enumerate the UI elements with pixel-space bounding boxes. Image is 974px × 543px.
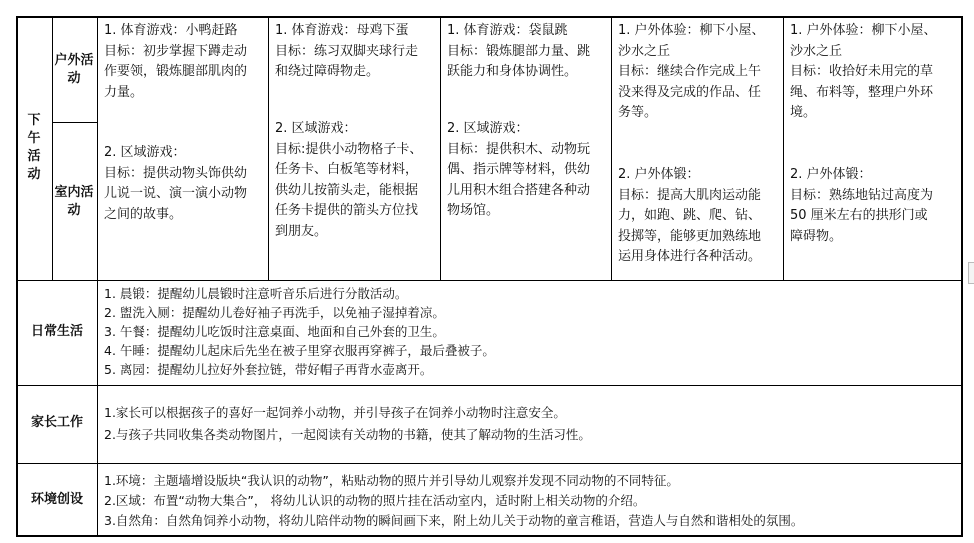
day2-indoor: 2. 区域游戏： 目标:提供小动物格子卡、 任务卡、白板笔等材料， 供幼儿按箭头走，能根据 任务卡提供的箭头方位找 到朋友。 [275,121,423,239]
day1-outdoor: 1. 体育游戏：小鸭赶路 目标：初步掌握下蹲走动 作要领，锻炼腿部肌肉的 力量。 [104,23,248,100]
day3-indoor: 2. 区域游戏： 目标：提供积木、动物玩 偶、指示牌等材料，供幼 儿用积木组合搭建各种动 物场馆。 [447,121,591,218]
day1-indoor: 2. 区域游戏： 目标：提供动物头饰供幼 儿说一说、演一演小动物 之间的故事。 [104,145,248,222]
day2-outdoor: 1. 体育游戏：母鸡下蛋 目标：练习双脚夹球行走 和绕过障碍物走。 [275,23,419,79]
daily-life-label: 日常生活 [30,324,83,339]
col-divider [611,16,612,281]
list-item: 4. 午睡：提醒幼儿起床后先坐在被子里穿衣服再穿裤子，最后叠被子。 [104,343,495,358]
col-divider [97,16,98,537]
daily-life-list [104,284,495,379]
list-item: 2. 盥洗入厕：提醒幼儿卷好袖子再洗手，以免袖子湿掉着凉。 [104,305,445,320]
row-divider [16,463,963,464]
list-item: 3. 午餐：提醒幼儿吃饭时注意桌面、地面和自己外套的卫生。 [104,324,445,339]
row-divider [16,280,963,281]
list-item: 3.自然角：自然角饲养小动物，将幼儿陪伴动物的瞬间画下来，附上幼儿关于动物的童言稚语，营造人与自然和谐相处的氛围。 [104,513,804,528]
col-divider [440,16,441,281]
list-item: 1.家长可以根据孩子的喜好一起饲养小动物，并引导孩子在饲养小动物时注意安全。 [104,405,566,420]
afternoon-label: 下午活动 [27,113,41,182]
scroll-handle[interactable] [968,262,974,284]
list-item: 1.环境：主题墙增设版块“我认识的动物”，粘贴动物的照片并引导幼儿观察并发现不同动物的不同特征。 [104,473,679,488]
day5-outdoor: 1. 户外体验：柳下小屋、 沙水之丘 目标：收拾好未用完的草 绳、布料等，整理户外环 境。 [790,23,937,120]
row-divider [16,385,963,386]
indoor-label: 室内活动 [54,185,94,218]
environment-list [104,471,803,531]
day5-indoor: 2. 户外体锻： 目标：熟练地钻过高度为 50 厘米左右的拱形门或 障碍物。 [790,167,934,244]
list-item: 5. 离园：提醒幼儿拉好外套拉链，带好帽子再背水壶离开。 [104,362,433,377]
parent-work-list [104,402,591,446]
parent-work-label: 家长工作 [30,415,83,430]
day3-outdoor: 1. 体育游戏：袋鼠跳 目标：锻炼腿部力量、跳 跃能力和身体协调性。 [447,23,591,79]
sub-row-divider [52,122,97,123]
outdoor-label: 户外活动 [54,53,94,86]
environment-label: 环境创设 [30,492,83,507]
list-item: 2.与孩子共同收集各类动物图片，一起阅读有关动物的书籍，使其了解动物的生活习性。 [104,427,591,442]
col-divider [52,16,53,281]
day4-indoor: 2. 户外体锻： 目标：提高大肌肉运动能 力，如跑、跳、爬、钻、 投掷等，能够更加熟练地 运用身体进行各种活动。 [618,167,762,264]
list-item: 1. 晨锻：提醒幼儿晨锻时注意听音乐后进行分散活动。 [104,286,408,301]
day4-outdoor: 1. 户外体验：柳下小屋、 沙水之丘 目标：继续合作完成上午 没来得及完成的作品、任 务等。 [618,23,765,120]
list-item: 2.区域：布置“动物大集合”， 将幼儿认识的动物的照片挂在活动室内，适时附上相关动物的介绍。 [104,493,646,508]
col-divider [268,16,269,281]
col-divider [783,16,784,281]
